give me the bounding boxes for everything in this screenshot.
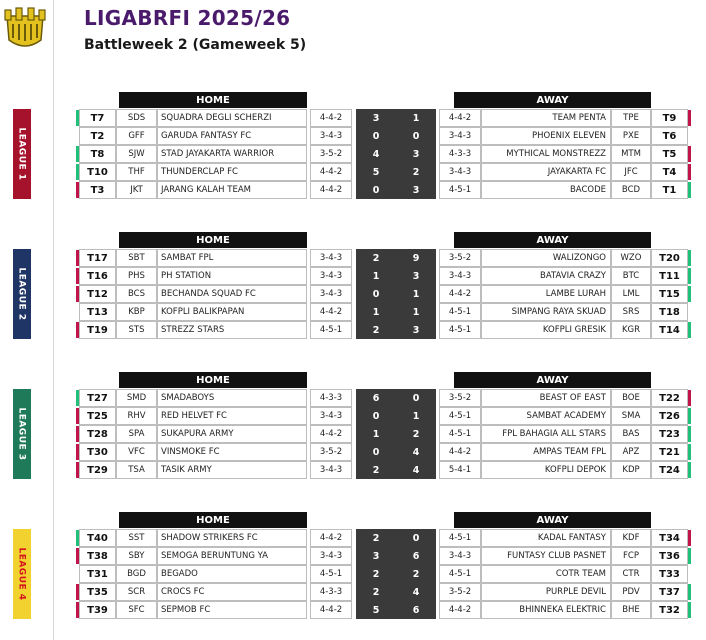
home-form: 3-4-3	[310, 547, 352, 565]
away-score: 3	[396, 267, 436, 285]
away-score: 4	[396, 461, 436, 479]
home-name: KOFPLI BALIKPAPAN	[157, 303, 307, 321]
away-name: BEAST OF EAST	[481, 389, 611, 407]
away-result-indicator	[688, 322, 691, 338]
home-score: 0	[356, 443, 396, 461]
home-form: 3-4-3	[310, 285, 352, 303]
match-row	[76, 583, 692, 601]
away-form: 4-5-1	[439, 321, 481, 339]
away-seed: T26	[651, 407, 688, 425]
away-score: 9	[396, 249, 436, 267]
away-score: 0	[396, 389, 436, 407]
home-score: 1	[356, 303, 396, 321]
away-seed: T24	[651, 461, 688, 479]
home-name: STREZZ STARS	[157, 321, 307, 339]
match-row	[76, 389, 692, 407]
home-score: 3	[356, 109, 396, 127]
away-form: 3-5-2	[439, 389, 481, 407]
home-form: 3-5-2	[310, 443, 352, 461]
away-name: WALIZONGO	[481, 249, 611, 267]
away-result-indicator	[688, 146, 691, 162]
home-seed: T10	[79, 163, 116, 181]
home-name: SHADOW STRIKERS FC	[157, 529, 307, 547]
home-seed: T2	[79, 127, 116, 145]
home-seed: T19	[79, 321, 116, 339]
match-row	[76, 601, 692, 619]
away-seed: T20	[651, 249, 688, 267]
away-name: SIMPANG RAYA SKUAD	[481, 303, 611, 321]
match-row	[76, 547, 692, 565]
home-abbr: SBY	[116, 547, 157, 565]
away-seed: T9	[651, 109, 688, 127]
match-row	[76, 267, 692, 285]
away-name: PURPLE DEVIL	[481, 583, 611, 601]
page-title: LIGABRFI 2025/26	[84, 6, 291, 30]
away-abbr: TPE	[611, 109, 651, 127]
home-form: 4-4-2	[310, 425, 352, 443]
away-score: 4	[396, 583, 436, 601]
home-abbr: VFC	[116, 443, 157, 461]
home-form: 4-4-2	[310, 303, 352, 321]
away-form: 4-4-2	[439, 601, 481, 619]
away-score: 1	[396, 285, 436, 303]
home-form: 4-3-3	[310, 583, 352, 601]
away-header: AWAY	[454, 372, 651, 388]
away-result-indicator	[688, 390, 691, 406]
home-seed: T8	[79, 145, 116, 163]
away-score: 3	[396, 145, 436, 163]
away-abbr: PXE	[611, 127, 651, 145]
home-score: 6	[356, 389, 396, 407]
home-abbr: PHS	[116, 267, 157, 285]
away-seed: T4	[651, 163, 688, 181]
home-name: SEPMOB FC	[157, 601, 307, 619]
away-abbr: BAS	[611, 425, 651, 443]
home-seed: T3	[79, 181, 116, 199]
away-abbr: APZ	[611, 443, 651, 461]
away-abbr: SRS	[611, 303, 651, 321]
home-abbr: KBP	[116, 303, 157, 321]
league-3-fixtures	[76, 372, 692, 480]
home-form: 4-4-2	[310, 601, 352, 619]
away-seed: T34	[651, 529, 688, 547]
page-subtitle: Battleweek 2 (Gameweek 5)	[84, 37, 307, 53]
home-form: 4-4-2	[310, 529, 352, 547]
away-result-indicator	[688, 164, 691, 180]
away-form: 3-4-3	[439, 127, 481, 145]
away-result-indicator	[688, 426, 691, 442]
league-1-label: LEAGUE 1	[13, 109, 31, 199]
away-name: BATAVIA CRAZY	[481, 267, 611, 285]
home-form: 4-5-1	[310, 321, 352, 339]
away-result-indicator	[688, 110, 691, 126]
home-name: SEMOGA BERUNTUNG YA	[157, 547, 307, 565]
match-row	[76, 425, 692, 443]
match-row	[76, 321, 692, 339]
away-result-indicator	[688, 444, 691, 460]
away-name: COTR TEAM	[481, 565, 611, 583]
away-score: 3	[396, 181, 436, 199]
home-abbr: BCS	[116, 285, 157, 303]
home-abbr: SJW	[116, 145, 157, 163]
home-seed: T25	[79, 407, 116, 425]
away-name: SAMBAT ACADEMY	[481, 407, 611, 425]
league-3-label: LEAGUE 3	[13, 389, 31, 479]
home-abbr: SPA	[116, 425, 157, 443]
away-abbr: BOE	[611, 389, 651, 407]
away-abbr: KGR	[611, 321, 651, 339]
home-name: THUNDERCLAP FC	[157, 163, 307, 181]
home-seed: T39	[79, 601, 116, 619]
away-abbr: LML	[611, 285, 651, 303]
trophy-crest-icon	[3, 6, 47, 54]
home-score: 5	[356, 163, 396, 181]
home-name: BECHANDA SQUAD FC	[157, 285, 307, 303]
away-seed: T32	[651, 601, 688, 619]
home-name: SAMBAT FPL	[157, 249, 307, 267]
away-seed: T37	[651, 583, 688, 601]
home-abbr: SFC	[116, 601, 157, 619]
home-name: VINSMOKE FC	[157, 443, 307, 461]
home-header: HOME	[119, 372, 307, 388]
sidebar	[0, 0, 54, 640]
home-abbr: THF	[116, 163, 157, 181]
away-abbr: BCD	[611, 181, 651, 199]
away-result-indicator	[688, 182, 691, 198]
away-abbr: BTC	[611, 267, 651, 285]
away-seed: T33	[651, 565, 688, 583]
match-row	[76, 109, 692, 127]
away-abbr: SMA	[611, 407, 651, 425]
match-row	[76, 285, 692, 303]
home-name: TASIK ARMY	[157, 461, 307, 479]
league-2-label: LEAGUE 2	[13, 249, 31, 339]
away-form: 3-4-3	[439, 547, 481, 565]
away-form: 4-5-1	[439, 529, 481, 547]
home-name: SUKAPURA ARMY	[157, 425, 307, 443]
home-form: 3-4-3	[310, 127, 352, 145]
home-score: 2	[356, 461, 396, 479]
away-abbr: KDF	[611, 529, 651, 547]
away-name: JAYAKARTA FC	[481, 163, 611, 181]
home-name: JARANG KALAH TEAM	[157, 181, 307, 199]
home-abbr: JKT	[116, 181, 157, 199]
away-form: 4-4-2	[439, 109, 481, 127]
home-form: 4-3-3	[310, 389, 352, 407]
away-score: 6	[396, 601, 436, 619]
match-row	[76, 249, 692, 267]
league-1-fixtures	[76, 92, 692, 200]
league-4-fixtures	[76, 512, 692, 620]
match-row	[76, 181, 692, 199]
home-seed: T29	[79, 461, 116, 479]
away-header: AWAY	[454, 232, 651, 248]
home-form: 3-4-3	[310, 461, 352, 479]
away-result-indicator	[688, 268, 691, 284]
home-name: CROCS FC	[157, 583, 307, 601]
away-name: FUNTASY CLUB PASNET	[481, 547, 611, 565]
match-row	[76, 303, 692, 321]
away-header: AWAY	[454, 512, 651, 528]
home-name: RED HELVET FC	[157, 407, 307, 425]
home-abbr: TSA	[116, 461, 157, 479]
away-form: 4-4-2	[439, 285, 481, 303]
away-score: 1	[396, 109, 436, 127]
match-row	[76, 407, 692, 425]
home-header: HOME	[119, 512, 307, 528]
home-form: 4-5-1	[310, 565, 352, 583]
away-result-indicator	[688, 250, 691, 266]
away-form: 4-5-1	[439, 181, 481, 199]
away-seed: T21	[651, 443, 688, 461]
home-seed: T17	[79, 249, 116, 267]
away-form: 5-4-1	[439, 461, 481, 479]
away-result-indicator	[688, 286, 691, 302]
home-name: PH STATION	[157, 267, 307, 285]
home-score: 5	[356, 601, 396, 619]
away-name: AMPAS TEAM FPL	[481, 443, 611, 461]
away-score: 0	[396, 127, 436, 145]
home-abbr: STS	[116, 321, 157, 339]
away-form: 3-5-2	[439, 249, 481, 267]
home-seed: T12	[79, 285, 116, 303]
away-header: AWAY	[454, 92, 651, 108]
away-name: MYTHICAL MONSTREZZ	[481, 145, 611, 163]
away-seed: T11	[651, 267, 688, 285]
home-form: 4-4-2	[310, 181, 352, 199]
away-abbr: PDV	[611, 583, 651, 601]
away-result-indicator	[688, 408, 691, 424]
away-result-indicator	[688, 584, 691, 600]
home-seed: T28	[79, 425, 116, 443]
away-name: KADAL FANTASY	[481, 529, 611, 547]
home-abbr: SDS	[116, 109, 157, 127]
away-seed: T23	[651, 425, 688, 443]
home-score: 1	[356, 267, 396, 285]
home-name: GARUDA FANTASY FC	[157, 127, 307, 145]
away-name: KOFPLI GRESIK	[481, 321, 611, 339]
home-score: 3	[356, 547, 396, 565]
away-seed: T18	[651, 303, 688, 321]
home-abbr: SMD	[116, 389, 157, 407]
away-seed: T14	[651, 321, 688, 339]
away-abbr: CTR	[611, 565, 651, 583]
away-name: LAMBE LURAH	[481, 285, 611, 303]
home-seed: T31	[79, 565, 116, 583]
home-seed: T38	[79, 547, 116, 565]
away-name: FPL BAHAGIA ALL STARS	[481, 425, 611, 443]
away-form: 4-5-1	[439, 425, 481, 443]
match-row	[76, 529, 692, 547]
league-4-label: LEAGUE 4	[13, 529, 31, 619]
away-name: PHOENIX ELEVEN	[481, 127, 611, 145]
home-score: 0	[356, 285, 396, 303]
away-score: 6	[396, 547, 436, 565]
away-seed: T6	[651, 127, 688, 145]
home-form: 3-4-3	[310, 267, 352, 285]
away-form: 3-4-3	[439, 163, 481, 181]
home-seed: T16	[79, 267, 116, 285]
away-result-indicator	[688, 602, 691, 618]
home-name: SMADABOYS	[157, 389, 307, 407]
away-score: 2	[396, 163, 436, 181]
away-score: 2	[396, 565, 436, 583]
away-score: 4	[396, 443, 436, 461]
home-form: 3-5-2	[310, 145, 352, 163]
home-abbr: SST	[116, 529, 157, 547]
away-result-indicator	[688, 462, 691, 478]
home-score: 2	[356, 249, 396, 267]
home-seed: T13	[79, 303, 116, 321]
match-row	[76, 163, 692, 181]
home-seed: T30	[79, 443, 116, 461]
away-score: 2	[396, 425, 436, 443]
away-name: KOFPLI DEPOK	[481, 461, 611, 479]
match-row	[76, 145, 692, 163]
away-form: 3-5-2	[439, 583, 481, 601]
away-score: 1	[396, 303, 436, 321]
away-abbr: BHE	[611, 601, 651, 619]
away-abbr: WZO	[611, 249, 651, 267]
away-score: 0	[396, 529, 436, 547]
away-abbr: MTM	[611, 145, 651, 163]
home-name: STAD JAYAKARTA WARRIOR	[157, 145, 307, 163]
away-result-indicator	[688, 530, 691, 546]
away-form: 4-5-1	[439, 407, 481, 425]
away-form: 4-5-1	[439, 565, 481, 583]
away-seed: T22	[651, 389, 688, 407]
home-form: 3-4-3	[310, 407, 352, 425]
away-score: 3	[396, 321, 436, 339]
home-seed: T7	[79, 109, 116, 127]
away-seed: T5	[651, 145, 688, 163]
home-abbr: SBT	[116, 249, 157, 267]
away-form: 4-5-1	[439, 303, 481, 321]
home-score: 2	[356, 583, 396, 601]
home-header: HOME	[119, 92, 307, 108]
home-seed: T27	[79, 389, 116, 407]
home-abbr: GFF	[116, 127, 157, 145]
home-abbr: RHV	[116, 407, 157, 425]
away-seed: T36	[651, 547, 688, 565]
home-score: 2	[356, 321, 396, 339]
home-seed: T40	[79, 529, 116, 547]
home-score: 0	[356, 127, 396, 145]
home-score: 2	[356, 529, 396, 547]
away-seed: T15	[651, 285, 688, 303]
home-form: 3-4-3	[310, 249, 352, 267]
home-score: 0	[356, 181, 396, 199]
away-abbr: FCP	[611, 547, 651, 565]
away-name: TEAM PENTA	[481, 109, 611, 127]
away-result-indicator	[688, 548, 691, 564]
league-2-fixtures	[76, 232, 692, 340]
away-name: BACODE	[481, 181, 611, 199]
home-score: 1	[356, 425, 396, 443]
match-row	[76, 127, 692, 145]
home-name: SQUADRA DEGLI SCHERZI	[157, 109, 307, 127]
match-row	[76, 461, 692, 479]
away-abbr: JFC	[611, 163, 651, 181]
home-form: 4-4-2	[310, 163, 352, 181]
away-form: 4-4-2	[439, 443, 481, 461]
away-form: 4-3-3	[439, 145, 481, 163]
away-score: 1	[396, 407, 436, 425]
home-abbr: SCR	[116, 583, 157, 601]
match-row	[76, 565, 692, 583]
home-form: 4-4-2	[310, 109, 352, 127]
away-seed: T1	[651, 181, 688, 199]
home-abbr: BGD	[116, 565, 157, 583]
away-form: 3-4-3	[439, 267, 481, 285]
away-name: BHINNEKA ELEKTRIC	[481, 601, 611, 619]
home-score: 0	[356, 407, 396, 425]
home-score: 2	[356, 565, 396, 583]
home-name: BEGADO	[157, 565, 307, 583]
home-score: 4	[356, 145, 396, 163]
match-row	[76, 443, 692, 461]
away-abbr: KDP	[611, 461, 651, 479]
home-header: HOME	[119, 232, 307, 248]
home-seed: T35	[79, 583, 116, 601]
